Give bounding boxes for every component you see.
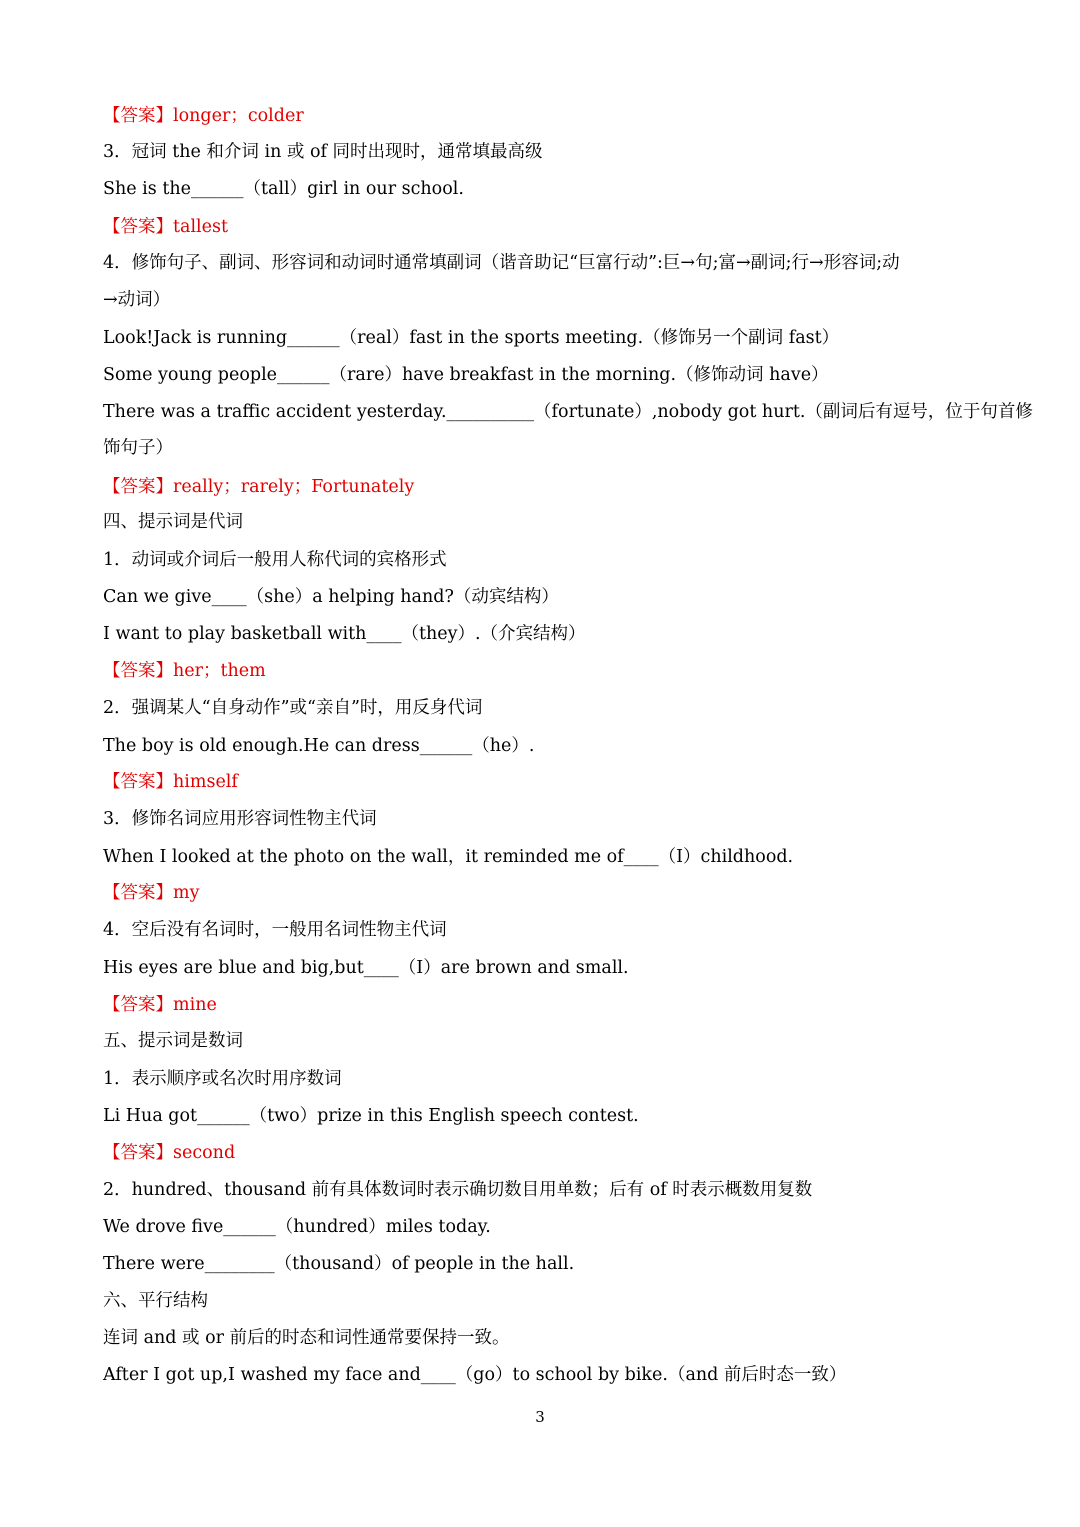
rule-line: 连词 and 或 or 前后的时态和词性通常要保持一致。 — [103, 1328, 510, 1348]
answer-line: 【答案】my — [103, 883, 200, 903]
question-line: The boy is old enough.He can dress______（he）. — [103, 736, 535, 756]
question-line: After I got up,I washed my face and____（go）to school by bike.（and 前后时态一致） — [103, 1365, 847, 1385]
rule-line: 1．动词或介词后一般用人称代词的宾格形式 — [103, 550, 447, 570]
question-line: When I looked at the photo on the wall，it reminded me of____（I）childhood. — [103, 847, 794, 867]
rule-line: 4．空后没有名词时，一般用名词性物主代词 — [103, 920, 447, 940]
section-heading: 六、平行结构 — [103, 1291, 208, 1311]
question-line: Can we give____（she）a helping hand?（动宾结构） — [103, 587, 559, 607]
question-line: She is the______（tall）girl in our school. — [103, 179, 464, 199]
rule-line: 2．强调某人“自身动作”或“亲自”时，用反身代词 — [103, 698, 483, 718]
question-line: His eyes are blue and big,but____（I）are brown and small. — [103, 958, 629, 978]
rule-line: 2．hundred、thousand 前有具体数词时表示确切数目用单数；后有 of 时表示概数用复数 — [103, 1180, 813, 1200]
question-line: Li Hua got______（two）prize in this English speech contest. — [103, 1106, 639, 1126]
answer-line: 【答案】really；rarely；Fortunately — [103, 477, 415, 497]
question-line: There was a traffic accident yesterday.__________（fortunate）,nobody got hurt.（副词后有逗号，位于句首修 — [103, 402, 1033, 422]
question-line: There were________（thousand）of people in the hall. — [103, 1254, 575, 1274]
question-line: We drove five______（hundred）miles today. — [103, 1217, 491, 1237]
question-line: Look!Jack is running______（real）fast in the sports meeting.（修饰另一个副词 fast） — [103, 328, 840, 348]
answer-line: 【答案】second — [103, 1143, 236, 1163]
rule-line: 4．修饰句子、副词、形容词和动词时通常填副词（谐音助记“巨富行动”:巨→句;富→副词;行→形容词;动 — [103, 253, 900, 273]
rule-line: →动词） — [103, 290, 171, 310]
rule-line: 3．修饰名词应用形容词性物主代词 — [103, 809, 377, 829]
question-line: I want to play basketball with____（they）.（介宾结构） — [103, 624, 586, 644]
answer-line: 【答案】mine — [103, 995, 217, 1015]
rule-line: 3．冠词 the 和介词 in 或 of 同时出现时，通常填最高级 — [103, 142, 543, 162]
section-heading: 四、提示词是代词 — [103, 512, 243, 532]
answer-line: 【答案】himself — [103, 772, 238, 792]
answer-line: 【答案】her；them — [103, 661, 266, 681]
page-number: 3 — [535, 1408, 545, 1426]
question-line: 饰句子） — [103, 438, 173, 458]
answer-line: 【答案】tallest — [103, 217, 229, 237]
answer-line: 【答案】longer；colder — [103, 106, 304, 126]
section-heading: 五、提示词是数词 — [103, 1031, 243, 1051]
question-line: Some young people______（rare）have breakfast in the morning.（修饰动词 have） — [103, 365, 829, 385]
rule-line: 1．表示顺序或名次时用序数词 — [103, 1069, 342, 1089]
